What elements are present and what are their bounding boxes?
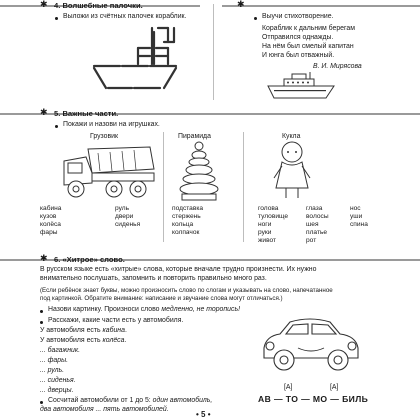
doll-part: платье xyxy=(306,229,328,236)
poem-line: И юнга был отважный. xyxy=(262,52,335,59)
toy-label-truck: Грузовик xyxy=(90,133,118,140)
phrase-line: У автомобиля есть колёса. xyxy=(40,337,127,344)
bullet-icon xyxy=(40,401,43,404)
truck-part: фары xyxy=(40,229,58,236)
poem-task: Выучи стихотворение. xyxy=(262,13,334,20)
phrase-emphasis: колёса xyxy=(102,337,125,344)
bullet-1-text: Назови картинку. Произноси слово xyxy=(48,306,162,313)
truck-part: двери xyxy=(115,213,134,220)
doll-part: уши xyxy=(350,213,363,220)
doll-part: руки xyxy=(258,229,272,236)
poem-header-bar xyxy=(222,5,420,7)
star-icon: ✱ xyxy=(40,0,48,9)
truck-part: руль xyxy=(115,205,130,212)
section-4-task: Выложи из счётных палочек кораблик. xyxy=(63,13,187,20)
pyramid-part: кольца xyxy=(172,221,194,228)
column-divider xyxy=(243,132,244,242)
toy-label-pyramid: Пирамида xyxy=(178,133,211,140)
doll-part: шея xyxy=(306,221,319,228)
phrase-line: У автомобиля есть кабина. xyxy=(40,327,127,334)
doll-part: нос xyxy=(350,205,361,212)
truck-part: сиденья xyxy=(115,221,141,228)
doll-part: живот xyxy=(258,237,277,244)
bullet-icon xyxy=(254,17,257,20)
bullet-icon xyxy=(55,17,58,20)
ship-image xyxy=(266,72,336,100)
section-6-bullet-3-cont: два автомобиля ... пять автомобилей. xyxy=(40,406,169,413)
phrase-text: У автомобиля есть xyxy=(40,327,103,334)
poem-line: На нём был смелый капитан xyxy=(262,43,354,50)
car-part-item: ... руль. xyxy=(40,367,65,374)
car-part-item: ... фары. xyxy=(40,357,69,364)
word-syllables: АВ — ТО — МО — БИЛЬ xyxy=(258,394,369,404)
toy-label-doll: Кукла xyxy=(282,133,301,140)
poem-line: Кораблик к дальним берегам xyxy=(262,25,355,32)
car-part-item: ... дверцы. xyxy=(40,387,74,394)
doll-part: туловище xyxy=(258,213,289,220)
section-6-bullet-2: Расскажи, какие части есть у автомобиля. xyxy=(48,317,184,324)
car-image xyxy=(258,318,364,374)
doll-part: волосы xyxy=(306,213,329,220)
star-icon: ✱ xyxy=(40,107,48,117)
pyramid-part: стержень xyxy=(172,213,201,220)
phrase-emphasis: кабина xyxy=(102,327,125,334)
column-divider xyxy=(213,4,214,100)
section-6-note: (Если ребёнок знает буквы, можно произносить слово по слогам и указывать на слово, напечатанное xyxy=(40,287,333,294)
column-divider xyxy=(163,132,164,242)
truck-image xyxy=(58,143,158,201)
truck-part: колёса xyxy=(40,221,61,228)
pyramid-part: подставка xyxy=(172,205,204,212)
bullet-icon xyxy=(40,310,43,313)
poem-author: В. И. Мирясова xyxy=(313,63,362,70)
truck-part: кабина xyxy=(40,205,62,212)
pyramid-image xyxy=(178,140,220,202)
transcription-mark: [А] xyxy=(284,384,293,391)
section-6-intro: В русском языке есть «хитрые» слова, которые вначале трудно произнести. Их нужно xyxy=(40,266,317,273)
page-number-value: 5 xyxy=(201,410,206,419)
section-6-title: 6. «Хитрое» слово. xyxy=(54,255,125,264)
doll-part: голова xyxy=(258,205,279,212)
doll-part: рот xyxy=(306,237,317,244)
section-5-task: Покажи и назови на игрушках. xyxy=(63,121,160,128)
doll-image xyxy=(272,140,312,200)
section-6-bullet-3 xyxy=(48,397,212,406)
doll-part: глаза xyxy=(306,205,323,212)
star-icon: ✱ xyxy=(40,253,48,263)
truck-part: кузов xyxy=(40,213,57,220)
stick-boat-image xyxy=(90,24,190,94)
transcription-mark: [А] xyxy=(330,384,339,391)
doll-part: ноги xyxy=(258,221,272,228)
section-6-note: под картинкой. Обратите внимание: написание и звучание слова могут отличаться.) xyxy=(40,295,283,302)
section-6-bullet-1 xyxy=(48,306,240,315)
car-part-item: ... багажник. xyxy=(40,347,81,354)
page-number: • 5 • xyxy=(196,410,211,419)
bullet-3-text: Сосчитай автомобили от 1 до 5: xyxy=(48,397,153,404)
car-part-item: ... сиденья. xyxy=(40,377,76,384)
section-6-intro: внимательно послушать, запомнить и повторить правильно много раз. xyxy=(40,275,267,282)
doll-part: спина xyxy=(350,221,368,228)
star-icon: ✱ xyxy=(237,0,245,9)
pyramid-part: колпачок xyxy=(172,229,200,236)
phrase-text: У автомобиля есть xyxy=(40,337,103,344)
bullet-icon xyxy=(40,321,43,324)
bullet-1-emphasis: медленно, не торопись! xyxy=(161,306,240,313)
bullet-icon xyxy=(55,125,58,128)
poem-line: Отправился однажды. xyxy=(262,34,334,41)
section-4-title: 4. Волшебные палочки. xyxy=(54,1,143,10)
bullet-3-emphasis: один автомобиль, xyxy=(152,397,213,404)
section-5-title: 5. Важные части. xyxy=(54,109,119,118)
